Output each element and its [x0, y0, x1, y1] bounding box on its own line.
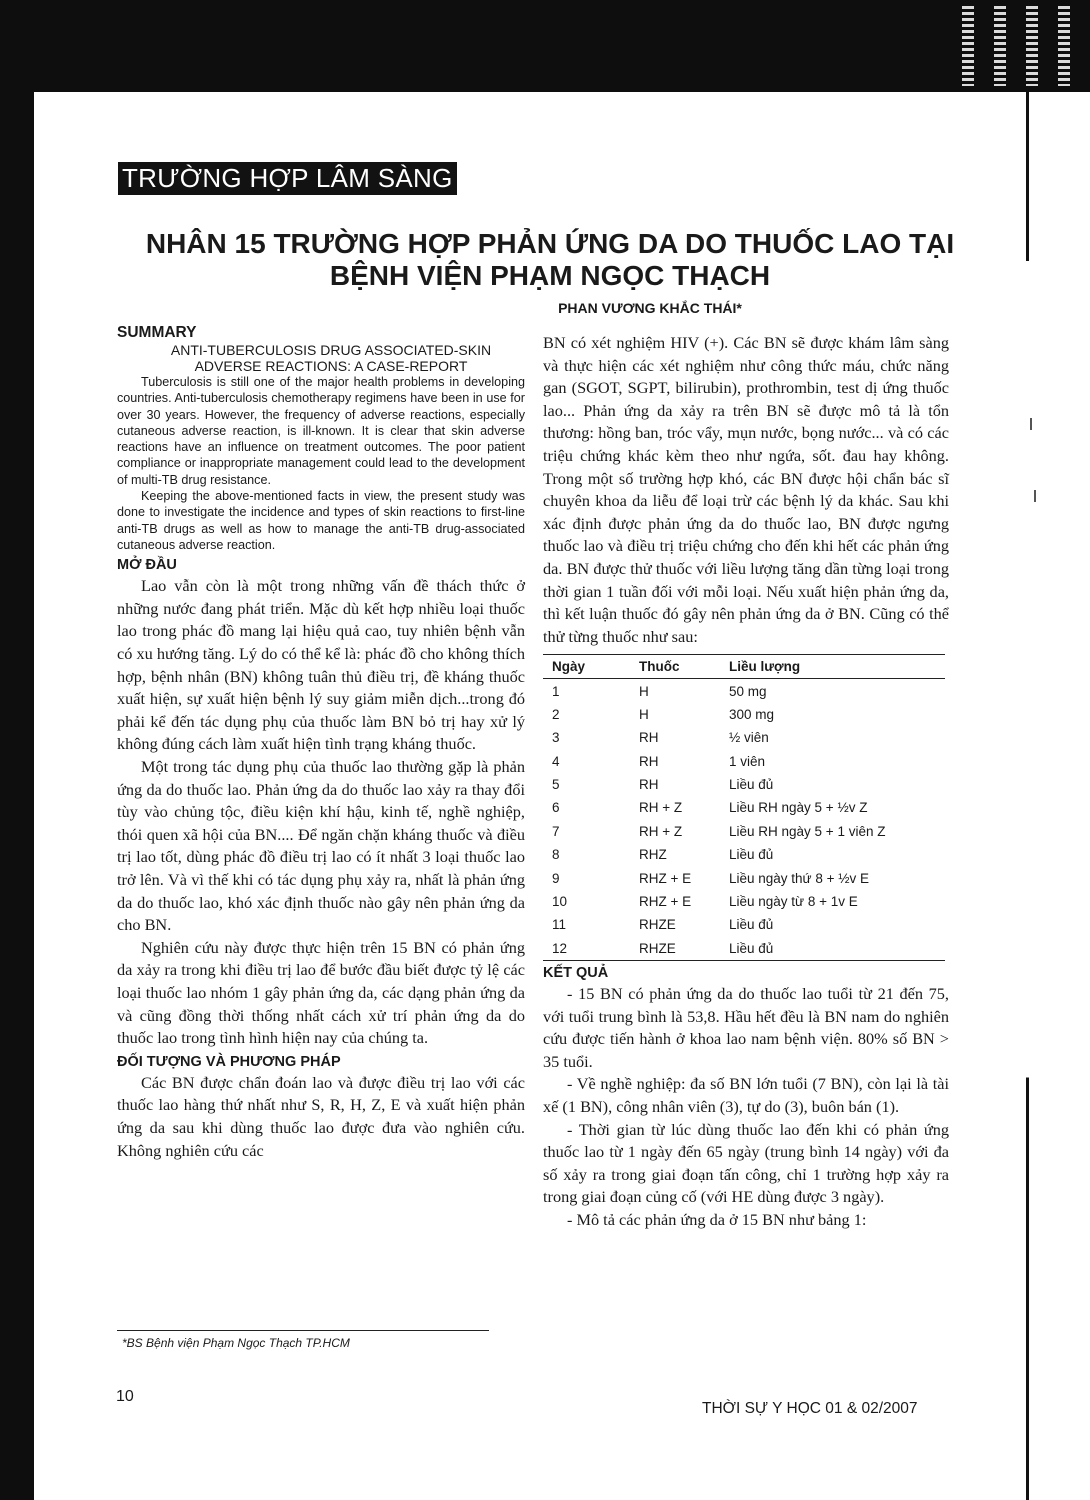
right-column — [543, 332, 949, 1232]
cell-day: 9 — [552, 870, 560, 886]
table-body — [543, 679, 945, 960]
table-row — [543, 679, 945, 702]
cell-drug: RH — [639, 730, 659, 746]
cell-day: 12 — [552, 940, 568, 956]
drug-test-table — [543, 654, 945, 961]
results-paragraph: - Về nghề nghiệp: đa số BN lớn tuổi (7 BN), còn lại là tài xế (1 BN), công nhân viên (3), tự do (3), buôn bán (1). — [543, 1074, 949, 1116]
summary-paragraph: Tuberculosis is still one of the major health problems in developing countries. Anti-tuberculosis chemotherapy regimens have been in use for over 30 years. However, the frequency of adverse reactions, especially cutaneous adverse reaction, is ill-known. It is clear that skin adverse reactions have an influence on treatment outcomes. The poor patient compliance or inappropriate management could lead to the development of multi-TB drug resistance. — [117, 375, 525, 487]
results-paragraph: - 15 BN có phản ứng da do thuốc lao tuổi từ 21 đến 75, với tuổi trung bình là 53,8. Hầu hết đều là BN nam do nghiên cứu được tiến hành ở khoa lao nam bệnh viện. 80% số BN > 35 tuổi. — [543, 984, 949, 1071]
cell-drug: RH + Z — [639, 800, 683, 816]
summary-paragraph: Keeping the above-mentioned facts in view, the present study was done to investigate the incidence and types of skin reactions to first-line anti-TB drugs as well as how to manage the anti-TB drug-associated cutaneous adverse reaction. — [117, 489, 525, 552]
cell-drug: RH + Z — [639, 823, 683, 839]
cell-dose: Liều ngày thứ 8 + ½v E — [729, 870, 870, 886]
title-line-1: NHÂN 15 TRƯỜNG HỢP PHẢN ỨNG DA DO THUỐC LAO TẠI — [145, 228, 955, 259]
scan-marks — [954, 0, 1084, 100]
cell-drug: RHZE — [639, 917, 676, 933]
cell-dose: Liều RH ngày 5 + 1 viên Z — [729, 823, 886, 839]
page-corner — [36, 92, 1046, 102]
results-heading: KẾT QUẢ — [543, 965, 609, 981]
cell-day: 4 — [552, 753, 560, 769]
table-row — [543, 820, 945, 843]
table-row — [543, 866, 945, 889]
cell-day: 11 — [552, 917, 567, 933]
table-row — [543, 937, 945, 960]
scan-speck — [1030, 418, 1032, 430]
methods-paragraph-continued: BN có xét nghiệm HIV (+). Các BN sẽ được khám lâm sàng và thực hiện các xét nghiệm như công thức máu, chức năng gan (SGOT, SGPT, bilirubin), prothrombin, test dị ứng thuốc lao... Phản ứng da xảy ra trên BN sẽ được mô tả là tổn thương: hồng ban, tróc vẩy, mụn nước, bọng nước... và có các triệu chứng khác kèm theo như ngứa, sốt. đau hay không. Trong một số trường hợp khó, các BN được hội chẩn bác sĩ chuyên khoa da liễu để loại trừ các bệnh lý da khác. Sau khi xác định được phản ứng da do thuốc lao, BN được ngưng thuốc lao và điều trị triệu chứng cho đến khi hết các phản ứng da. BN được thử thuốc với liều lượng tăng dần từng loại trong thời gian 1 tuần đối với mỗi loại. Nếu xuất hiện phản ứng da, thì kết luận thuốc đó gây nên phản ứng da ở BN. Cũng có thể thử từng thuốc như sau: — [543, 333, 949, 646]
cell-day: 8 — [552, 847, 560, 863]
cell-drug: H — [639, 706, 649, 722]
cell-day: 7 — [552, 823, 560, 839]
cell-dose: Liều ngày từ 8 + 1v E — [729, 894, 858, 910]
table-row — [543, 749, 945, 772]
cell-drug: RHZE — [639, 940, 676, 956]
cell-dose: Liều RH ngày 5 + ½v Z — [729, 800, 868, 816]
table-row — [543, 726, 945, 749]
intro-paragraph: Nghiên cứu này được thực hiện trên 15 BN có phản ứng da xảy ra trong khi điều trị lao để bước đầu biết được tỷ lệ các loại thuốc lao nhóm 1 gây phản ứng da, các dạng phản ứng da và cũng đồng thời thống nhất cách xử trí phản ứng da do thuốc lao trong tình hình hiện nay của chúng ta. — [117, 937, 525, 1048]
cell-day: 2 — [552, 706, 560, 722]
cell-day: 10 — [552, 894, 568, 910]
cell-dose: ½ viên — [729, 730, 769, 746]
cell-day: 1 — [552, 683, 560, 699]
cell-day: 3 — [552, 730, 560, 746]
table-row — [543, 796, 945, 819]
cell-drug: RHZ — [639, 847, 667, 863]
scan-border-top — [0, 0, 1090, 92]
intro-paragraph: Lao vẫn còn là một trong những vấn đề thách thức ở những nước đang phát triển. Mặc dù kết hợp nhiều loại thuốc lao trong phác đồ mang lại hiệu quả cao, tuy nhiên bệnh vẫn có xu hướng tăng. Lý do có thể kể là: phác đồ cho không thích hợp, bệnh nhân (BN) không tuân thủ điều trị, đề kháng thuốc xuất hiện, sự xuất hiện bệnh lý suy giảm miễn dịch...trong đó phải kể đến tác dụng phụ của thuốc làm BN bỏ trị hay xử lý không đúng cách làm xuất hiện tình trạng kháng thuốc. — [117, 576, 525, 754]
cell-day: 6 — [552, 800, 560, 816]
cell-drug: RHZ + E — [639, 870, 692, 886]
cell-dose: 50 mg — [729, 683, 767, 699]
cell-dose: 1 viên — [729, 753, 766, 769]
intro-paragraph: Một trong tác dụng phụ của thuốc lao thường gặp là phản ứng da do thuốc lao. Phản ứng da do thuốc lao xảy ra thay đổi tùy vào chủng tộc, điều kiện khí hậu, kinh tế, nghề nghiệp, thói quen xã hội của BN.... Để ngăn chặn kháng thuốc và điều trị lao tốt, dùng phác đồ điều trị lao có ít nhất 3 loại thuốc lao trở lên. Và vì thế khi có tác dụng phụ xảy ra, nhất là phản ứng da do thuốc lao, khó xác định thuốc nào gây nên phản ứng da cho BN. — [117, 757, 525, 935]
header-drug: Thuốc — [639, 659, 680, 675]
table-row — [543, 890, 945, 913]
scan-edge-line — [1026, 92, 1029, 1500]
table-row — [543, 773, 945, 796]
intro-heading: MỞ ĐẦU — [117, 557, 177, 574]
table-row — [543, 703, 945, 726]
page-number: 10 — [116, 1388, 134, 1405]
cell-drug: RH — [639, 777, 659, 793]
section-label: TRƯỜNG HỢP LÂM SÀNG — [118, 162, 457, 195]
scan-speck — [1034, 490, 1036, 502]
cell-dose: Liều đủ — [729, 940, 774, 956]
header-dose: Liều lượng — [729, 659, 801, 675]
summary-title-line-2: ADVERSE REACTIONS: A CASE-REPORT — [194, 358, 468, 374]
journal-name: THỜI SỰ Y HỌC 01 & 02/2007 — [702, 1400, 918, 1417]
header-day: Ngày — [552, 659, 586, 675]
author: PHAN VƯƠNG KHẮC THÁI* — [558, 300, 742, 316]
methods-paragraph: Các BN được chẩn đoán lao và được điều trị lao với các thuốc lao hàng thứ nhất như S, R, H, Z, E và xuất hiện phản ứng da sau khi dùng thuốc lao được đưa vào nghiên cứu. Không nghiên cứu các — [117, 1072, 525, 1160]
footnote: *BS Bệnh viện Phạm Ngọc Thạch TP.HCM — [122, 1336, 350, 1350]
title-line-2: BỆNH VIỆN PHẠM NGỌC THẠCH — [329, 260, 771, 291]
left-column — [117, 322, 525, 1162]
results-paragraph: - Mô tả các phản ứng da ở 15 BN như bảng 1: — [567, 1209, 867, 1229]
article-title — [120, 228, 980, 292]
table-row — [543, 843, 945, 866]
cell-drug: H — [639, 683, 649, 699]
results-paragraph: - Thời gian từ lúc dùng thuốc lao đến khi có phản ứng thuốc lao từ 1 ngày đến 65 ngày (trung bình 14 ngày) với đa số xảy ra trong giai đoạn tấn công, chỉ 1 trường hợp xảy ra trong giai đoạn củng cố (với HE dùng được 3 ngày). — [543, 1119, 949, 1207]
methods-heading: ĐỐI TƯỢNG VÀ PHƯƠNG PHÁP — [117, 1053, 341, 1070]
table-row — [543, 913, 945, 936]
cell-drug: RHZ + E — [639, 894, 692, 910]
summary-heading: SUMMARY — [117, 324, 197, 341]
scan-border-left — [0, 92, 34, 1500]
cell-day: 5 — [552, 777, 560, 793]
footnote-rule — [117, 1330, 489, 1331]
table-header — [543, 655, 945, 679]
cell-dose: Liều đủ — [729, 777, 774, 793]
cell-drug: RH — [639, 753, 659, 769]
summary-title-line-1: ANTI-TUBERCULOSIS DRUG ASSOCIATED-SKIN — [170, 342, 492, 358]
cell-dose: Liều đủ — [729, 917, 774, 933]
cell-dose: 300 mg — [729, 706, 775, 722]
cell-dose: Liều đủ — [729, 847, 774, 863]
